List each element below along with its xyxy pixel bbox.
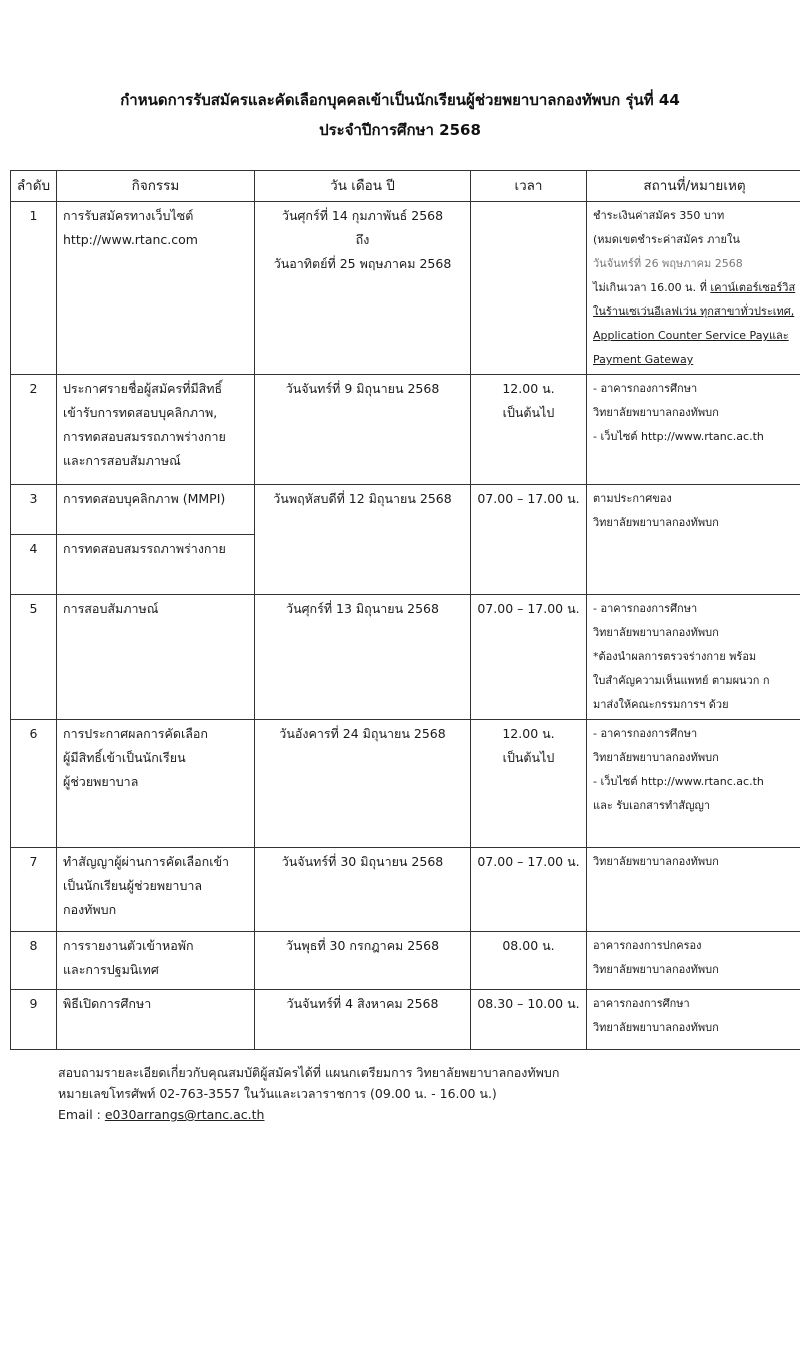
activity-cell: การทดสอบสมรรถภาพร่างกาย xyxy=(57,535,255,595)
place-cell: อาคารกองการปกครอง วิทยาลัยพยาบาลกองทัพบก xyxy=(587,932,800,990)
date-cell: วันพุธที่ 30 กรกฎาคม 2568 xyxy=(255,932,471,990)
row-number: 7 xyxy=(11,848,57,932)
document-subtitle: ประจำปีการศึกษา 2568 xyxy=(319,121,481,139)
table-row xyxy=(11,485,800,535)
activity-cell: พิธีเปิดการศึกษา xyxy=(57,990,255,1050)
header-time: เวลา xyxy=(471,171,587,202)
row-number: 8 xyxy=(11,932,57,990)
table-row xyxy=(11,202,800,375)
date-cell: วันพฤหัสบดีที่ 12 มิถุนายน 2568 xyxy=(255,485,471,595)
row-number: 6 xyxy=(11,720,57,848)
row-number: 5 xyxy=(11,595,57,720)
activity-cell: ทำสัญญาผู้ผ่านการคัดเลือกเข้า เป็นนักเรียนผู้ช่วยพยาบาล กองทัพบก xyxy=(57,848,255,932)
table-row xyxy=(11,848,800,932)
place-cell: อาคารกองการศึกษา วิทยาลัยพยาบาลกองทัพบก xyxy=(587,990,800,1050)
activity-cell: การรายงานตัวเข้าหอพัก และการปฐมนิเทศ xyxy=(57,932,255,990)
table-row xyxy=(11,595,800,720)
time-cell xyxy=(471,202,587,375)
date-cell: วันจันทร์ที่ 30 มิถุนายน 2568 xyxy=(255,848,471,932)
activity-cell: การทดสอบบุคลิกภาพ (MMPI) xyxy=(57,485,255,535)
contact-email-line: Email : e030arrangs@rtanc.ac.th xyxy=(58,1107,265,1122)
row-number: 2 xyxy=(11,375,57,485)
header-no: ลำดับ xyxy=(11,171,57,202)
contact-line-1: สอบถามรายละเอียดเกี่ยวกับคุณสมบัติผู้สมัครได้ที่ แผนกเตรียมการ วิทยาลัยพยาบาลกองทัพบก xyxy=(58,1065,560,1080)
header-place: สถานที่/หมายเหตุ xyxy=(587,171,800,202)
contact-info xyxy=(58,1062,559,1125)
registration-link[interactable]: http://www.rtanc.com xyxy=(63,232,198,247)
place-cell: - อาคารกองการศึกษา วิทยาลัยพยาบาลกองทัพบก *ต้องนำผลการตรวจร่างกาย พร้อม ใบสำคัญความเห็นแพทย์ ตามผนวก ก มาส่งให้คณะกรรมการฯ ด้วย xyxy=(587,595,800,720)
row-number: 1 xyxy=(11,202,57,375)
place-cell: - อาคารกองการศึกษา วิทยาลัยพยาบาลกองทัพบก - เว็บไซต์ http://www.rtanc.ac.th และ รับเอกสารทำสัญญา xyxy=(587,720,800,848)
date-cell: วันจันทร์ที่ 9 มิถุนายน 2568 xyxy=(255,375,471,485)
contact-line-2: หมายเลขโทรศัพท์ 02-763-3557 ในวันและเวลาราชการ (09.00 น. - 16.00 น.) xyxy=(58,1086,497,1101)
time-cell: 07.00 – 17.00 น. xyxy=(471,485,587,595)
time-cell: 08.00 น. xyxy=(471,932,587,990)
row-number: 4 xyxy=(11,535,57,595)
date-cell: วันศุกร์ที่ 14 กุมภาพันธ์ 2568 ถึง วันอาทิตย์ที่ 25 พฤษภาคม 2568 xyxy=(255,202,471,375)
time-cell: 07.00 – 17.00 น. xyxy=(471,848,587,932)
row-number: 3 xyxy=(11,485,57,535)
table-row xyxy=(11,932,800,990)
row-number: 9 xyxy=(11,990,57,1050)
time-cell: 12.00 น. เป็นต้นไป xyxy=(471,720,587,848)
date-cell: วันศุกร์ที่ 13 มิถุนายน 2568 xyxy=(255,595,471,720)
date-cell: วันจันทร์ที่ 4 สิงหาคม 2568 xyxy=(255,990,471,1050)
activity-cell: ประกาศรายชื่อผู้สมัครที่มีสิทธิ์ เข้ารับการทดสอบบุคลิกภาพ, การทดสอบสมรรถภาพร่างกาย และการสอบสัมภาษณ์ xyxy=(57,375,255,485)
document-title: กำหนดการรับสมัครและคัดเลือกบุคคลเข้าเป็นนักเรียนผู้ช่วยพยาบาลกองทัพบก รุ่นที่ 44 xyxy=(120,91,680,109)
date-cell: วันอังคารที่ 24 มิถุนายน 2568 xyxy=(255,720,471,848)
place-cell: วิทยาลัยพยาบาลกองทัพบก xyxy=(587,848,800,932)
website-link[interactable]: - เว็บไซต์ http://www.rtanc.ac.th xyxy=(593,775,764,788)
place-cell: - อาคารกองการศึกษา วิทยาลัยพยาบาลกองทัพบก - เว็บไซต์ http://www.rtanc.ac.th xyxy=(587,375,800,485)
table-row xyxy=(11,375,800,485)
table-row xyxy=(11,720,800,848)
activity-cell: การประกาศผลการคัดเลือก ผู้มีสิทธิ์เข้าเป็นนักเรียน ผู้ช่วยพยาบาล xyxy=(57,720,255,848)
header-activity: กิจกรรม xyxy=(57,171,255,202)
table-row xyxy=(11,990,800,1050)
place-cell: ตามประกาศของ วิทยาลัยพยาบาลกองทัพบก xyxy=(587,485,800,595)
time-cell: 08.30 – 10.00 น. xyxy=(471,990,587,1050)
email-link[interactable]: e030arrangs@rtanc.ac.th xyxy=(104,1107,265,1122)
place-cell: ชำระเงินค่าสมัคร 350 บาท (หมดเขตชำระค่าสมัคร ภายใน วันจันทร์ที่ 26 พฤษภาคม 2568 ไม่เกินเวลา 16.00 น. ที่ เคาน์เตอร์เซอร์วิส ในร้านเซเว่นอีเลฟเว่น ทุกสาขาทั่วประเทศ, Application Counter Service Payและ Payment Gateway xyxy=(587,202,800,375)
time-cell: 07.00 – 17.00 น. xyxy=(471,595,587,720)
time-cell: 12.00 น. เป็นต้นไป xyxy=(471,375,587,485)
schedule-table xyxy=(10,170,800,1050)
activity-cell: การรับสมัครทางเว็บไซต์ http://www.rtanc.com xyxy=(57,202,255,375)
website-link[interactable]: - เว็บไซต์ http://www.rtanc.ac.th xyxy=(593,430,764,443)
activity-cell: การสอบสัมภาษณ์ xyxy=(57,595,255,720)
table-header-row xyxy=(11,171,800,202)
header-date: วัน เดือน ปี xyxy=(255,171,471,202)
